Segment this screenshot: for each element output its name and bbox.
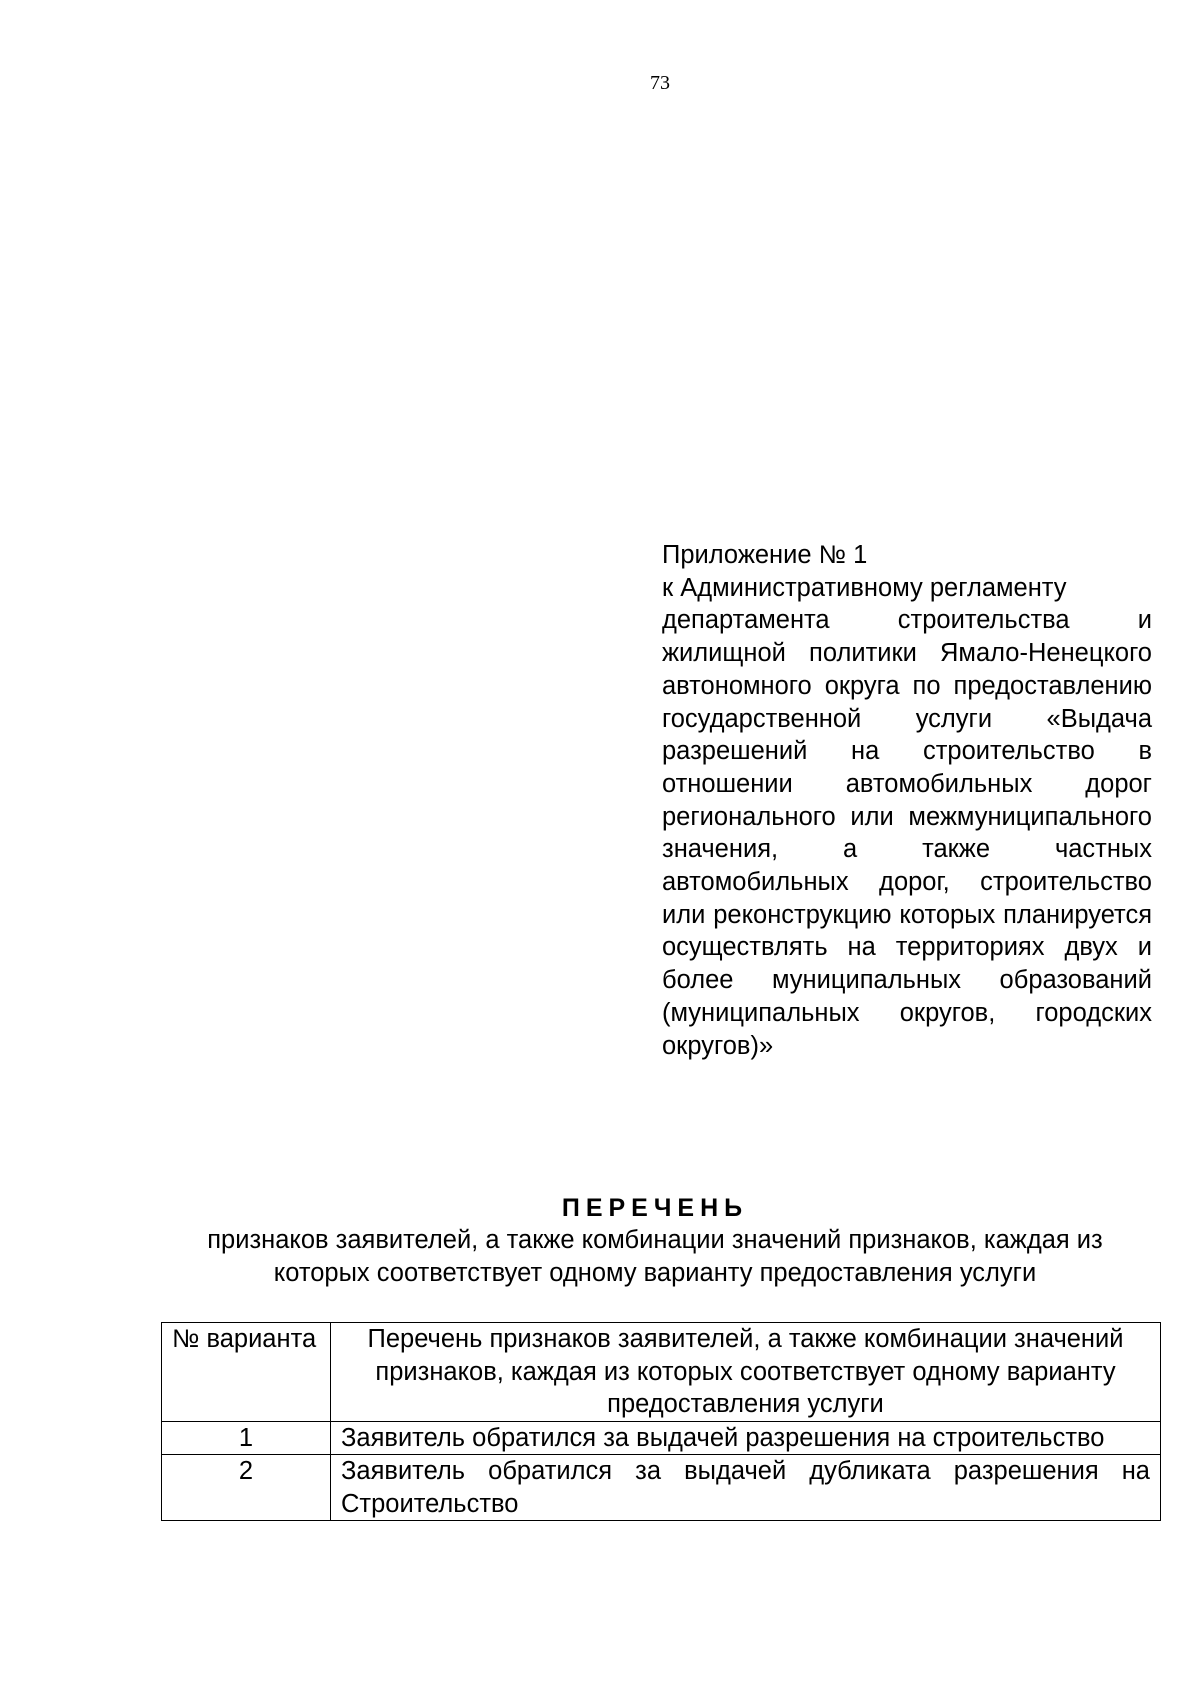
variant-description-cell: Заявитель обратился за выдачей разрешения на строительство — [331, 1421, 1161, 1455]
table-row — [162, 1421, 1161, 1455]
document-title: ПЕРЕЧЕНЬ — [561, 1194, 749, 1222]
document-subtitle: признаков заявителей, а также комбинации значений признаков, каждая из которых соответствует одному варианту предоставления услуги — [207, 1226, 1103, 1287]
header-variant-description: Перечень признаков заявителей, а также комбинации значений признаков, каждая из которых соответствует одному варианту предоставления услуги — [331, 1323, 1161, 1422]
appendix-regulation-title: департамента строительства и жилищной политики Ямало-Ненецкого автономного округа по предоставлению государственной услуги «Выдача разрешений на строительство в отношении автомобильных дорог регионального или межмуниципального значения, а также частных автомобильных дорог, строительство или реконструкцию которых планируется осуществлять на территориях двух и более муниципальных образований (муниципальных округов, городских округов)» — [662, 606, 1152, 1060]
appendix-number: Приложение № 1 — [662, 541, 868, 569]
document-title-block — [162, 1192, 1148, 1289]
page-number: 73 — [650, 72, 670, 94]
header-variant-number: № варианта — [162, 1323, 331, 1422]
variant-number-cell: 1 — [162, 1421, 331, 1455]
variant-number-cell: 2 — [162, 1455, 331, 1521]
table-header-row — [162, 1323, 1161, 1422]
appendix-reference: к Административному регламенту — [662, 573, 1067, 602]
variants-table — [161, 1322, 1161, 1521]
table-row — [162, 1455, 1161, 1521]
appendix-header — [662, 539, 1152, 1062]
variant-description-cell: Заявитель обратился за выдачей дубликата разрешения на Строительство — [331, 1455, 1161, 1521]
